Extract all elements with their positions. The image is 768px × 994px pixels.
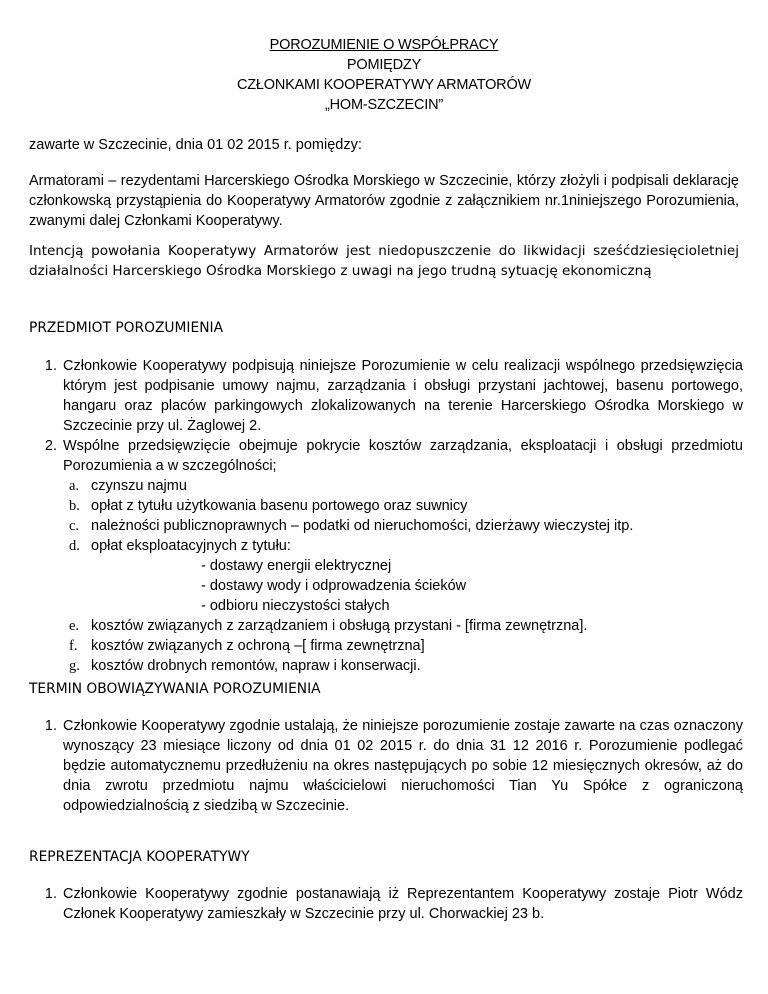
parties-text: – rezydentami Harcerskiego Ośrodka Morskiego w Szczecinie, którzy złożyli i podpisali deklarację członkowską przystąpienia do Kooperatywy Armatorów zgodnie z załącznikiem nr.1niniejszego Porozumienia, zwanymi dalej — [29, 173, 739, 229]
sub-text: należności publicznoprawnych – podatki od nieruchomości, dzierżawy wieczystej itp. — [91, 518, 634, 534]
sub-letter: c. — [69, 518, 80, 534]
parties-name: Członkami Kooperatywy — [124, 213, 279, 229]
sub-letter: e. — [69, 618, 80, 634]
list-item — [29, 716, 743, 816]
section-heading-representation: REPREZENTACJA KOOPERATYWY — [29, 849, 250, 865]
list-number: 1. — [44, 358, 57, 374]
list-item-text: Członkowie Kooperatywy podpisują niniejsze Porozumienie w celu realizacji wspólnego przedsięwzięcia którym jest podpisanie umowy najmu, zarządzania i obsługi przystani jachtowej, basenu portowego, hangaru oraz placów parkingowych zlokalizowanych na terenie Harcerskiego Ośrodka Morskiego w Szczecinie przy ul. Żaglowej 2. — [63, 358, 743, 434]
subject-list — [29, 356, 743, 676]
title-line-1: POROZUMIENIE O WSPÓŁPRACY — [269, 37, 499, 53]
section-heading-subject: PRZEDMIOT POROZUMIENIA — [29, 320, 224, 336]
list-number: 1. — [44, 886, 57, 902]
title-line-2: POMIĘDZY — [346, 57, 422, 73]
list-item-text: Członkowie Kooperatywy zgodnie ustalają, że niniejsze porozumienie zostaje zawarte na czas oznaczony wynoszący 23 miesiące liczony od dnia 01 02 2015 r. do dnia 31 12 2016 r. Porozumienie podlegać będzie automatycznemu przedłużeniu na okres następujących po sobie 12 miesięcznych okresów, aż do dnia zwrotu przedmiotu najmu właścicielowi nieruchomości Tian Yu Spółce z ograniczoną odpowiedzialnością z siedzibą w Szczecinie. — [63, 718, 743, 814]
sub-list-item — [29, 496, 743, 516]
term-list — [29, 716, 743, 816]
parties-end: . — [278, 213, 283, 229]
title-line-4: „HOM-SZCZECIN” — [324, 97, 443, 113]
sub-list-item — [29, 616, 743, 636]
parties-term: Armatorami — [29, 173, 104, 189]
sub-list-item — [29, 536, 743, 556]
fee-item: - dostawy energii elektrycznej — [201, 558, 392, 574]
sub-letter: d. — [69, 538, 80, 554]
sub-text: opłat z tytułu użytkowania basenu portowego oraz suwnicy — [91, 498, 468, 514]
sub-text: czynszu najmu — [91, 478, 187, 494]
sub-letter: f. — [69, 638, 78, 654]
sub-list-item — [29, 656, 743, 676]
sub-letter: b. — [69, 498, 80, 514]
list-item — [29, 356, 743, 436]
intro-text: zawarte w Szczecinie, dnia 01 02 2015 r. pomiędzy: — [29, 137, 362, 153]
sub-list-item — [29, 516, 743, 536]
title-line-3: CZŁONKAMI KOOPERATYWY ARMATORÓW — [236, 77, 532, 93]
sub-text: kosztów związanych z zarządzaniem i obsługą przystani - [firma zewnętrzna]. — [91, 618, 588, 634]
fee-item: - dostawy wody i odprowadzenia ścieków — [201, 578, 467, 594]
sub-text: opłat eksploatacyjnych z tytułu: — [91, 538, 291, 554]
list-number: 2. — [44, 438, 57, 454]
representation-list — [29, 884, 743, 924]
sub-list-item — [29, 476, 743, 496]
list-item — [29, 436, 743, 476]
list-number: 1. — [44, 718, 57, 734]
sub-text: kosztów drobnych remontów, napraw i konserwacji. — [91, 658, 421, 674]
section-heading-term: TERMIN OBOWIĄZYWANIA POROZUMIENIA — [29, 681, 321, 697]
sub-letter: g. — [69, 658, 80, 674]
intention-paragraph: Intencją powołania Kooperatywy Armatorów jest niedopuszczenie do likwidacji sześćdziesięcioletniej działalności Harcerskiego Ośrodka Morskiego z uwagi na jego trudną sytuację ekonomiczną — [29, 243, 739, 279]
list-item-text: Członkowie Kooperatywy zgodnie postanawiają iż Reprezentantem Kooperatywy zostaje Piotr Wódz Członek Kooperatywy zamieszkały w Szczecinie przy ul. Chorwackiej 23 b. — [63, 886, 743, 922]
sub-text: kosztów związanych z ochroną –[ firma zewnętrzna] — [91, 638, 425, 654]
fee-item: - odbioru nieczystości stałych — [201, 598, 390, 614]
sub-list-item — [29, 636, 743, 656]
list-item-text: Wspólne przedsięwzięcie obejmuje pokrycie kosztów zarządzania, eksploatacji i obsługi przedmiotu Porozumienia a w szczególności; — [63, 438, 743, 474]
sub-letter: a. — [69, 478, 80, 494]
parties-paragraph — [29, 171, 739, 231]
list-item — [29, 884, 743, 924]
